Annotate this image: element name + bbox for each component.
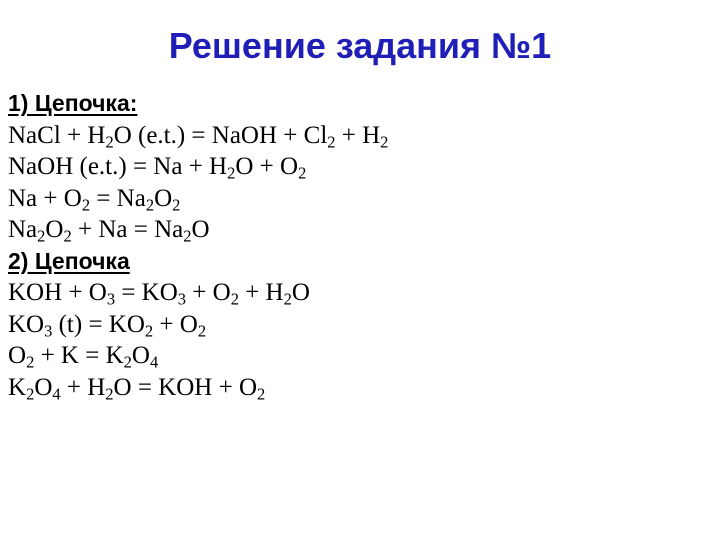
subscript: 4	[149, 352, 159, 372]
subscript: 2	[105, 384, 114, 404]
section-heading	[8, 88, 708, 120]
text-run: O	[45, 216, 64, 243]
equation-line	[8, 309, 708, 341]
subscript: 2	[227, 163, 236, 183]
text-run: NaOH (e.t.) = Na + H	[8, 153, 228, 180]
subscript: 2	[172, 195, 181, 215]
subscript: 2	[183, 226, 192, 246]
text-run: NaCl + H	[8, 121, 106, 149]
subscript: 2	[123, 352, 132, 372]
text-run: = KO	[115, 279, 178, 306]
subscript: 2	[26, 384, 35, 404]
subscript: 2	[283, 289, 292, 309]
text-run: O	[34, 373, 53, 401]
text-run: + Na = Na	[71, 216, 184, 243]
subscript: 3	[177, 289, 187, 309]
subscript: 2	[380, 132, 389, 152]
equation-line	[8, 120, 708, 152]
subscript: 2	[81, 195, 91, 215]
text-run: O	[291, 279, 310, 306]
subscript: 2	[257, 384, 266, 404]
text-run: O	[8, 342, 27, 369]
subscript: 2	[105, 132, 114, 152]
subscript: 3	[106, 289, 116, 309]
subscript: 2	[197, 321, 207, 341]
subscript: 2	[63, 226, 72, 246]
text-run: O	[154, 184, 173, 212]
text-run: Na	[8, 216, 38, 243]
equation-line	[8, 214, 708, 246]
equation-line	[8, 277, 708, 309]
equation-line	[8, 151, 708, 183]
text-run: O	[131, 342, 150, 369]
text-run: 1) Цепочка:	[8, 90, 138, 116]
text-run: + K = K	[34, 342, 124, 369]
subscript: 2	[26, 352, 35, 372]
text-run: O (e.t.) = NaOH + Cl	[113, 121, 328, 149]
text-run: + H	[60, 373, 106, 401]
slide-title: Решение задания №1	[168, 25, 552, 66]
text-run: + O	[186, 279, 231, 306]
text-run: K	[8, 373, 27, 401]
text-run: O + O	[235, 153, 299, 180]
subscript: 2	[298, 163, 307, 183]
equation-line	[8, 340, 708, 372]
text-run: KOH + O	[8, 279, 107, 306]
equation-line	[8, 183, 708, 215]
text-run: KO	[8, 310, 45, 338]
text-run: O = KOH + O	[113, 373, 258, 401]
subscript: 2	[327, 132, 336, 152]
text-run: + O	[153, 310, 198, 338]
subscript: 2	[37, 226, 46, 246]
subscript: 2	[145, 195, 155, 215]
subscript: 2	[230, 289, 239, 309]
slide-content	[8, 88, 708, 403]
subscript: 2	[144, 321, 154, 341]
text-run: (t) = KO	[52, 310, 145, 338]
text-run: + H	[335, 121, 381, 149]
text-run: O	[191, 216, 210, 243]
text-run: = Na	[90, 184, 146, 212]
text-run: Na + O	[8, 184, 82, 212]
section-heading	[8, 246, 708, 278]
subscript: 3	[44, 321, 53, 341]
equation-line	[8, 372, 708, 404]
subscript: 4	[52, 384, 61, 404]
text-run: + H	[238, 279, 284, 306]
text-run: 2) Цепочка	[8, 247, 130, 274]
